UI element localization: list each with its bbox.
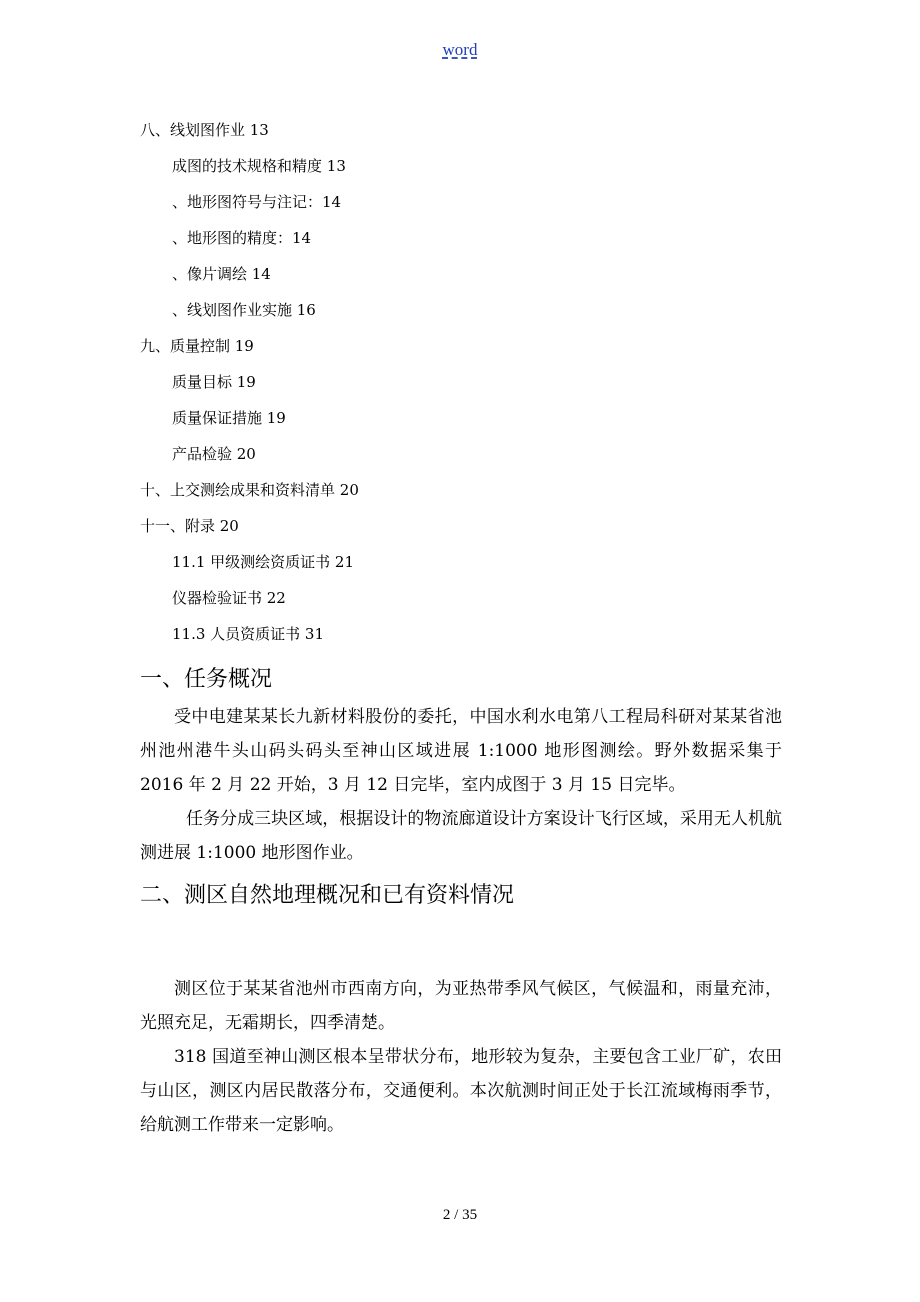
toc-item[interactable]: 、线划图作业实施 16 — [172, 301, 316, 319]
toc-item[interactable]: 、像片调绘 14 — [172, 265, 271, 283]
body-paragraph: 任务分成三块区域，根据设计的物流廊道设计方案设计飞行区域，采用无人机航测进展 1:1000 地形图作业。 — [140, 809, 782, 863]
toc-item[interactable]: 质量保证措施 19 — [172, 409, 286, 427]
toc-item[interactable]: 11.3 人员资质证书 31 — [172, 625, 325, 643]
toc-item[interactable]: 十、上交测绘成果和资料清单 20 — [140, 481, 359, 499]
body-paragraph: 受中电建某某长九新材料股份的委托，中国水利水电第八工程局科研对某某省池州池州港牛头山码头码头至神山区域进展 1:1000 地形图测绘。野外数据采集于 2016 年 2 月 22 开始，3 月 12 日完毕，室内成图于 3 月 15 日完毕。 — [140, 707, 782, 795]
toc-item[interactable]: 八、线划图作业 13 — [140, 121, 269, 139]
document-body — [140, 660, 782, 1142]
table-of-contents — [140, 118, 820, 658]
toc-item[interactable]: 九、质量控制 19 — [140, 337, 254, 355]
toc-item[interactable]: 质量目标 19 — [172, 373, 256, 391]
page-number: 2 / 35 — [442, 1207, 478, 1223]
toc-item[interactable]: 成图的技术规格和精度 13 — [172, 157, 346, 175]
section-heading-task-overview: 一、任务概况 — [140, 667, 273, 692]
section-heading-survey-area: 二、测区自然地理概况和已有资料情况 — [140, 883, 515, 908]
header-word-link[interactable]: word — [442, 40, 478, 59]
body-paragraph: 测区位于某某省池州市西南方向，为亚热带季风气候区，气候温和，雨量充沛，光照充足，无霜期长，四季清楚。 — [140, 979, 782, 1033]
body-paragraph: 318 国道至神山测区根本呈带状分布，地形较为复杂，主要包含工业厂矿，农田与山区，测区内居民散落分布，交通便利。本次航测时间正处于长江流域梅雨季节，给航测工作带来一定影响。 — [140, 1047, 782, 1135]
toc-item[interactable]: 产品检验 20 — [172, 445, 256, 463]
toc-item[interactable]: 11.1 甲级测绘资质证书 21 — [172, 553, 355, 571]
toc-item[interactable]: 十一、附录 20 — [140, 517, 239, 535]
toc-item[interactable]: 、地形图符号与注记：14 — [172, 193, 342, 211]
toc-item[interactable]: 仪器检验证书 22 — [172, 589, 286, 607]
toc-item[interactable]: 、地形图的精度：14 — [172, 229, 312, 247]
